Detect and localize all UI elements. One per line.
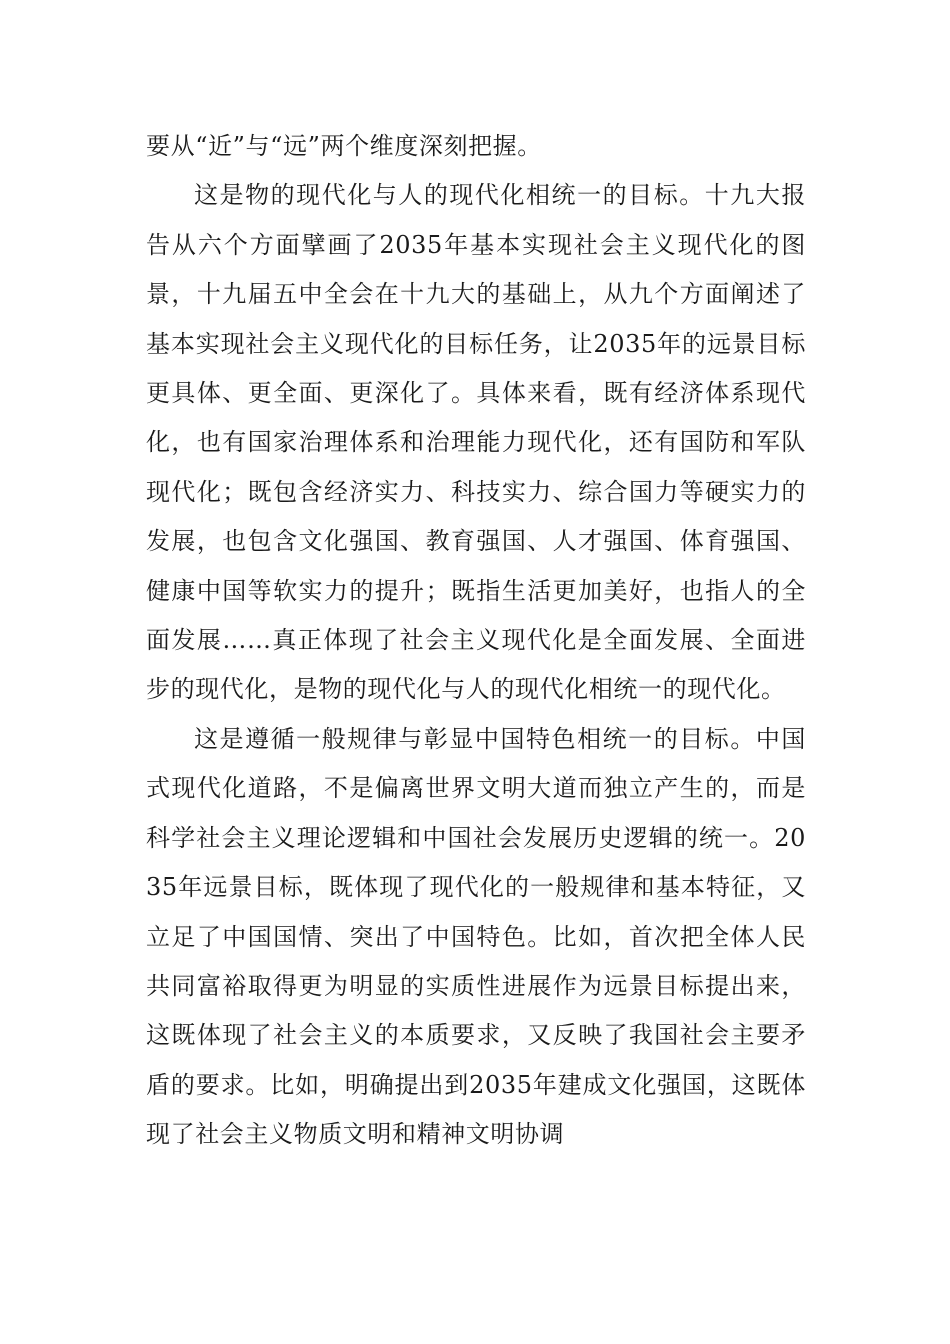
paragraph-3: 这是遵循一般规律与彰显中国特色相统一的目标。中国式现代化道路，不是偏离世界文明大道而独立产生的，而是科学社会主义理论逻辑和中国社会发展历史逻辑的统一。2035年远景目标，既体现了现代化的一般规律和基本特征，又立足了中国国情、突出了中国特色。比如，首次把全体人民共同富裕取得更为明显的实质性进展作为远景目标提出来，这既体现了社会主义的本质要求，又反映了我国社会主要矛盾的要求。比如，明确提出到2035年建成文化强国，这既体现了社会主义物质文明和精神文明协调 [146, 724, 806, 1149]
paragraph-2: 这是物的现代化与人的现代化相统一的目标。十九大报告从六个方面擘画了2035年基本实现社会主义现代化的图景，十九届五中全会在十九大的基础上，从九个方面阐述了基本实现社会主义现代化的目标任务，让2035年的远景目标更具体、更全面、更深化了。具体来看，既有经济体系现代化，也有国家治理体系和治理能力现代化，还有国防和军队现代化；既包含经济实力、科技实力、综合国力等硬实力的发展，也包含文化强国、教育强国、人才强国、体育强国、健康中国等软实力的提升；既指生活更加美好，也指人的全面发展……真正体现了社会主义现代化是全面发展、全面进步的现代化，是物的现代化与人的现代化相统一的现代化。 [146, 181, 806, 704]
paragraph-1: 要从“近”与“远”两个维度深刻把握。 [146, 132, 542, 160]
body-text [146, 122, 806, 1160]
